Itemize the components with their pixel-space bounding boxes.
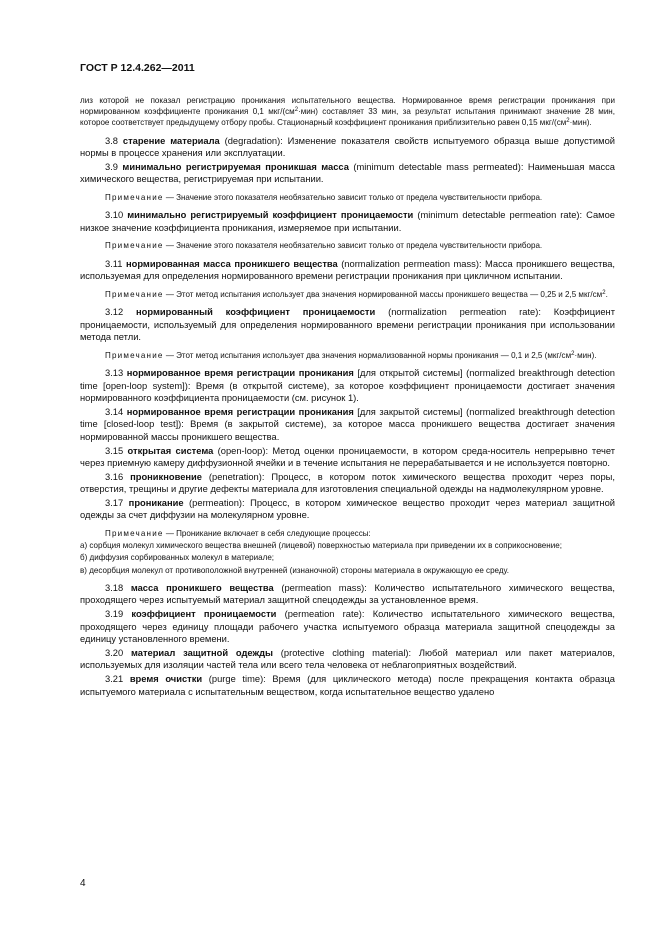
term-3-20: 3.20 материал защитной одежды (protective clothing material): Любой материал или пакет материалов, используемых для изоляции частей тела или всего тела человека от неблагоприятных воздействий. xyxy=(80,647,615,671)
term-3-10: 3.10 минимально регистрируемый коэффициент проницаемости (minimum detectable permeation rate): Самое низкое значение коэффициента проникания, измеряемое при испытании. xyxy=(80,210,616,233)
note-3-17: Примечание — Проникание включает в себя следующие процессы: xyxy=(105,529,371,539)
document-body xyxy=(80,95,615,699)
term-3-12: 3.12 нормированный коэффициент проницаемости (normalization permeation rate): Коэффициент проницаемости, используемый для определения нормированного времени регистрации проникания при использовании метода петли. xyxy=(80,306,615,343)
term-3-19: 3.19 коэффициент проницаемости (permeation rate): Количество испытательного химического вещества, проходящего через единицу площади рабочего участка испытуемого образца материала защитной спецодежды за единицу установленного времени. xyxy=(80,609,615,645)
term-3-8: 3.8 старение материала (degradation): Изменение показателя свойств испытуемого образца выше допустимой нормы в процессе хранения или эксплуатации. xyxy=(80,135,615,159)
term-3-13: 3.13 нормированное время регистрации проникания [для открытой системы] (normalized breakthrough detection time [open-loop system]): Время (в открытой системе), за которое коэффициент проницаемости достигает значения нормированного коэффициента проницаемости (см. рисунок 1). xyxy=(80,367,615,404)
document-header: ГОСТ Р 12.4.262—2011 xyxy=(80,62,195,74)
term-3-18: 3.18 масса проникшего вещества (permeation mass): Количество испытательного химического вещества, проходящего через испытуемый материал защитной спецодежды за установленное время. xyxy=(80,582,615,606)
note-3-11: Примечание — Этот метод испытания использует два значения нормированной массы проникшего вещества — 0,25 и 2,5 мкг/$см^2$. xyxy=(105,289,608,299)
note-3-17-item: б) диффузия сорбированных молекул в материале; xyxy=(80,553,275,563)
term-3-21: 3.21 время очистки (purge time): Время (для циклического метода) после прекращения контакта образца испытуемого материала с испытательным веществом, когда испытательное вещество удалено xyxy=(80,674,615,697)
term-3-14: 3.14 нормированное время регистрации проникания [для закрытой системы] (normalized breakthrough detection time [closed-loop test]): Время (в закрытой системе), за которое масса проникшего вещества достигает значения нормированной массы проникшего вещества. xyxy=(80,406,615,442)
note-3-9: Примечание — Значение этого показателя необязательно зависит только от предела чувствительности прибора. xyxy=(105,192,543,202)
intro-paragraph: лиз которой не показал регистрацию проникания испытательного вещества. Нормированное время регистрации проникания при нормированном коэффициенте проникания 0,1 мкг/$(см^2\cdot мин)$ составляет 33 мин, за результат испытания принимают значение 28 мин, которое соответствует предыдущему отбору пробы. Стационарный коэффициент проникания приблизительно равен 0,15 мкг/$(см^2\cdot мин)$. xyxy=(80,96,615,128)
term-3-11: 3.11 нормированная масса проникшего вещества (normalization permeation mass): Масса проникшего вещества, используемая для определения нормированного времени регистрации проникания при цикличном испытании. xyxy=(80,258,615,282)
page-number: 4 xyxy=(80,878,86,889)
note-3-17-item: а) сорбция молекул химического вещества внешней (лицевой) поверхностью материала при приведении их в соприкосновение; xyxy=(80,541,562,551)
note-3-17-item: в) десорбция молекул от противоположной внутренней (изнаночной) стороны материала в окружающую ее среду. xyxy=(80,565,509,575)
note-3-12: Примечание — Этот метод испытания использует два значения нормализованной нормы проникания — 0,1 и 2,5 $(мкг/см^2\cdot мин)$. xyxy=(105,350,597,360)
term-3-15: 3.15 открытая система (open-loop): Метод оценки проницаемости, в котором среда-носитель непрерывно течет через приемную камеру диффузионной ячейки и в течение испытания не перерабатывается и не используется повторно. xyxy=(80,445,615,469)
note-3-10: Примечание — Значение этого показателя необязательно зависит только от предела чувствительности прибора. xyxy=(105,241,543,251)
term-3-9: 3.9 минимально регистрируемая проникшая масса (minimum detectable mass permeated): Наименьшая масса химического вещества, регистрируемая при испытании. xyxy=(80,161,615,185)
term-3-16: 3.16 проникновение (penetration): Процесс, в котором поток химического вещества проходит через поры, отверстия, трещины и другие дефекты материала для изготовления специальной одежды на надмолекулярном уровне. xyxy=(80,471,615,495)
term-3-17: 3.17 проникание (permeation): Процесс, в котором химическое вещество проходит через материал защитной одежды за счет диффузии на молекулярном уровне. xyxy=(80,497,615,521)
